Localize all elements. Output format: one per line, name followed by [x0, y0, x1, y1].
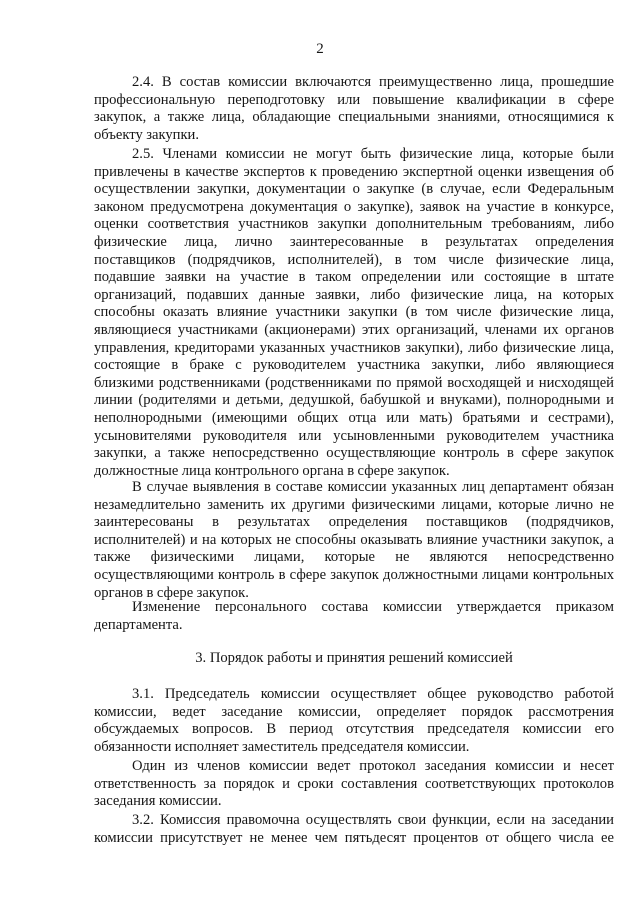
paragraph-3-1: 3.1. Председатель комиссии осуществляет общее руководство работой комиссии, ведет заседание комиссии, определяет порядок рассмотрения обсуждаемых вопросов. В период отсутствия председателя комиссии его обязанности исполняет заместитель председателя комиссии. [94, 686, 614, 755]
section-3-heading: 3. Порядок работы и принятия решений комиссией [195, 650, 513, 666]
paragraph-secretary: Один из членов комиссии ведет протокол заседания комиссии и несет ответственность за порядок и сроки составления соответствующих протоколов заседания комиссии. [94, 758, 614, 810]
paragraph-2-4: 2.4. В состав комиссии включаются преимущественно лица, прошедшие профессиональную переподготовку или повышение квалификации в сфере закупок, а также лица, обладающие специальными знаниями, относящимися к объекту закупки. [94, 74, 614, 143]
page-number: 2 [316, 41, 324, 57]
paragraph-3-2: 3.2. Комиссия правомочна осуществлять свои функции, если на заседании комиссии присутствует не менее чем пятьдесят процентов от общего числа ее [94, 812, 614, 846]
paragraph-composition-change: Изменение персонального состава комиссии утверждается приказом департамента. [94, 599, 614, 633]
paragraph-replacement: В случае выявления в составе комиссии указанных лиц департамент обязан незамедлительно заменить их другими физическими лицами, которые лично не заинтересованы в результатах определения поставщиков (подрядчиков, исполнителей) и на которых не способны оказывать влияние участники закупок, а также физическими лицами, которые не являются непосредственно осуществляющими контроль в сфере закупок должностными лицами контрольных органов в сфере закупок. [94, 479, 614, 601]
paragraph-2-5: 2.5. Членами комиссии не могут быть физические лица, которые были привлечены в качестве экспертов к проведению экспертной оценки извещения об осуществлении закупки, документации о закупке (в случае, если Федеральным законом предусмотрена документация о закупке), заявок на участие в конкурсе, оценки соответствия участников закупки дополнительным требованиям, либо физические лица, лично заинтересованные в результатах определения поставщиков (подрядчиков, исполнителей), в том числе физические лица, подавшие заявки на участие в таком определении или состоящие в штате организаций, подавших данные заявки, либо физические лица, на которых способны оказать влияние участники закупки (в том числе физические лица, являющиеся участниками (акционерами) этих организаций, членами их органов управления, кредиторами указанных участников закупки), либо физические лица, состоящие в браке с руководителем участника закупки, либо являющиеся близкими родственниками (родственниками по прямой восходящей и нисходящей линии (родителями и детьми, дедушкой, бабушкой и внуками), полнородными и неполнородными (имеющими общих отца или мать) братьями и сестрами), усыновителями руководителя или усыновленными руководителем участника закупки, а также непосредственно осуществляющие контроль в сфере закупок должностные лица контрольного органа в сфере закупок. [94, 146, 614, 479]
